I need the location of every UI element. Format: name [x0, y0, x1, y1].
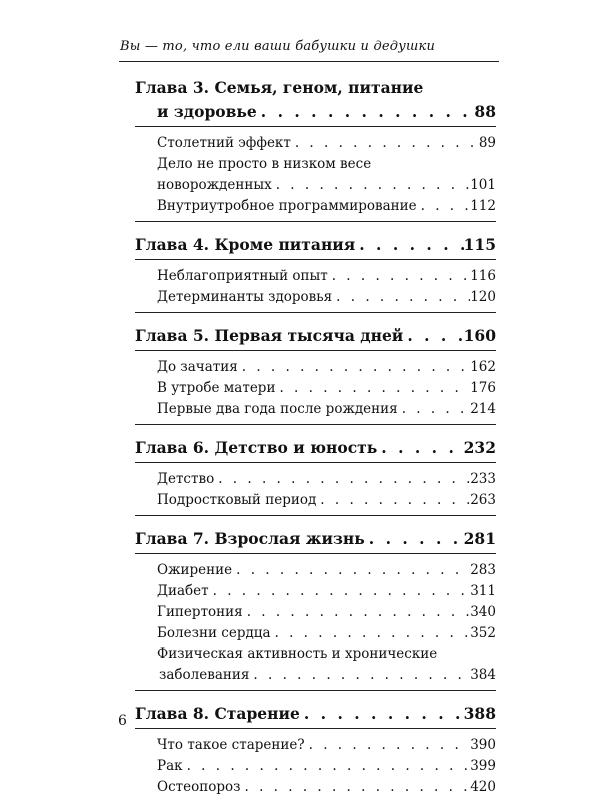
dot-leader — [365, 529, 464, 549]
section-entry[interactable] — [157, 735, 496, 756]
section-title: Ожирение — [157, 562, 233, 578]
dot-leader — [300, 704, 464, 724]
chapter-rule — [135, 553, 496, 554]
section-title: Остеопороз — [157, 779, 241, 795]
dot-leader — [249, 665, 470, 686]
section-page: 116 — [470, 268, 496, 284]
section-entry[interactable] — [157, 644, 496, 665]
section-entry[interactable] — [157, 378, 496, 399]
dot-leader — [214, 469, 470, 490]
section-entry[interactable] — [157, 133, 496, 154]
chapter-title: Глава 7. Взрослая жизнь — [135, 529, 365, 548]
dot-leader — [332, 287, 470, 308]
chapter-5 — [135, 326, 496, 425]
section-title: Детерминанты здоровья — [157, 289, 333, 305]
section-title: Столетний эффект — [157, 135, 291, 151]
section-title: новорожденных — [157, 177, 272, 193]
section-entry[interactable] — [157, 560, 496, 581]
section-list — [135, 133, 496, 217]
section-title: Рак — [157, 758, 183, 774]
section-entry[interactable] — [157, 756, 496, 777]
section-page: 112 — [470, 198, 496, 214]
section-page: 233 — [470, 471, 496, 487]
chapter-rule — [135, 690, 496, 691]
section-entry[interactable] — [157, 154, 496, 175]
dot-leader — [209, 581, 471, 602]
dot-leader — [377, 438, 463, 458]
section-title: В утробе матери — [157, 380, 276, 396]
chapter-rule — [135, 221, 496, 222]
chapter-page: 115 — [463, 235, 496, 254]
section-list — [135, 560, 496, 686]
section-title: Болезни сердца — [157, 625, 271, 641]
section-entry-cont[interactable] — [157, 665, 496, 686]
section-title: Диабет — [157, 583, 209, 599]
section-page: 399 — [470, 758, 496, 774]
section-page: 89 — [478, 135, 496, 151]
chapter-rule — [135, 424, 496, 425]
section-entry[interactable] — [157, 777, 496, 798]
dot-leader — [403, 326, 463, 346]
page-number: 6 — [118, 713, 127, 729]
dot-leader — [232, 560, 470, 581]
chapter-title-row[interactable] — [135, 235, 496, 255]
section-page: 340 — [470, 604, 496, 620]
section-title: До зачатия — [157, 359, 238, 375]
section-page: 384 — [470, 667, 496, 683]
chapter-page: 88 — [474, 102, 496, 121]
section-entry[interactable] — [157, 581, 496, 602]
chapter-page: 232 — [463, 438, 496, 457]
dot-leader — [257, 102, 475, 122]
section-page: 263 — [470, 492, 496, 508]
section-title: Детство — [157, 471, 215, 487]
chapter-title: Глава 4. Кроме питания — [135, 235, 356, 254]
section-page: 214 — [470, 401, 496, 417]
running-header: Вы — то, что ели ваши бабушки и дедушки — [120, 39, 436, 54]
chapter-title-row[interactable] — [135, 704, 496, 724]
section-title: Первые два года после рождения — [157, 401, 398, 417]
section-list — [135, 735, 496, 798]
section-page: 311 — [470, 583, 496, 599]
table-of-contents — [135, 78, 496, 811]
chapter-title: Глава 6. Детство и юность — [135, 438, 378, 457]
dot-leader — [417, 196, 471, 217]
section-entry[interactable] — [157, 287, 496, 308]
chapter-page: 160 — [463, 326, 496, 345]
chapter-title-row[interactable] — [135, 102, 496, 122]
dot-leader — [316, 490, 470, 511]
chapter-8 — [135, 704, 496, 798]
chapter-rule — [135, 462, 496, 463]
dot-leader — [305, 735, 471, 756]
dot-leader — [272, 175, 471, 196]
section-page: 101 — [470, 177, 496, 193]
header-rule — [119, 61, 499, 62]
section-entry[interactable] — [157, 357, 496, 378]
chapter-title: Глава 8. Старение — [135, 704, 300, 723]
section-page: 390 — [470, 737, 496, 753]
dot-leader — [238, 357, 470, 378]
section-title: Гипертония — [157, 604, 243, 620]
section-page: 283 — [470, 562, 496, 578]
dot-leader — [291, 133, 479, 154]
section-title: Подростковый период — [157, 492, 317, 508]
chapter-rule — [135, 259, 496, 260]
chapter-3 — [135, 78, 496, 222]
section-title: Что такое старение? — [157, 737, 305, 753]
section-page: 176 — [470, 380, 496, 396]
section-title: Дело не просто в низком весе — [157, 156, 372, 172]
chapter-rule — [135, 312, 496, 313]
chapter-title: Глава 5. Первая тысяча дней — [135, 326, 404, 345]
chapter-title: Глава 3. Семья, геном, питание — [135, 78, 424, 97]
section-entry[interactable] — [157, 266, 496, 287]
dot-leader — [240, 777, 470, 798]
dot-leader — [183, 756, 471, 777]
chapter-6 — [135, 438, 496, 516]
section-page: 162 — [470, 359, 496, 375]
chapter-title-row[interactable] — [135, 78, 496, 98]
chapter-4 — [135, 235, 496, 313]
section-title: Неблагоприятный опыт — [157, 268, 328, 284]
chapter-rule — [135, 350, 496, 351]
section-title: Физическая активность и хронические — [157, 646, 438, 662]
section-list — [135, 357, 496, 420]
dot-leader — [355, 235, 463, 255]
section-list — [135, 266, 496, 308]
section-page: 420 — [470, 779, 496, 795]
chapter-page: 281 — [463, 529, 496, 548]
dot-leader — [243, 602, 471, 623]
section-entry[interactable] — [157, 469, 496, 490]
dot-leader — [271, 623, 471, 644]
section-entry[interactable] — [157, 602, 496, 623]
dot-leader — [275, 378, 470, 399]
section-title: Внутриутробное программирование — [157, 198, 417, 214]
section-entry[interactable] — [157, 623, 496, 644]
section-page: 120 — [470, 289, 496, 305]
chapter-rule — [135, 126, 496, 127]
chapter-7 — [135, 529, 496, 691]
section-entry[interactable] — [157, 399, 496, 420]
section-entry-cont[interactable] — [157, 175, 496, 196]
dot-leader — [398, 399, 471, 420]
section-title: заболевания — [159, 667, 250, 683]
chapter-page: 388 — [463, 704, 496, 723]
section-list — [135, 469, 496, 511]
section-entry[interactable] — [157, 490, 496, 511]
chapter-title-row[interactable] — [135, 326, 496, 346]
dot-leader — [328, 266, 471, 287]
section-entry[interactable] — [157, 196, 496, 217]
chapter-title-row[interactable] — [135, 438, 496, 458]
chapter-rule — [135, 728, 496, 729]
chapter-title: и здоровье — [157, 102, 257, 121]
section-page: 352 — [470, 625, 496, 641]
chapter-rule — [135, 515, 496, 516]
chapter-title-row[interactable] — [135, 529, 496, 549]
